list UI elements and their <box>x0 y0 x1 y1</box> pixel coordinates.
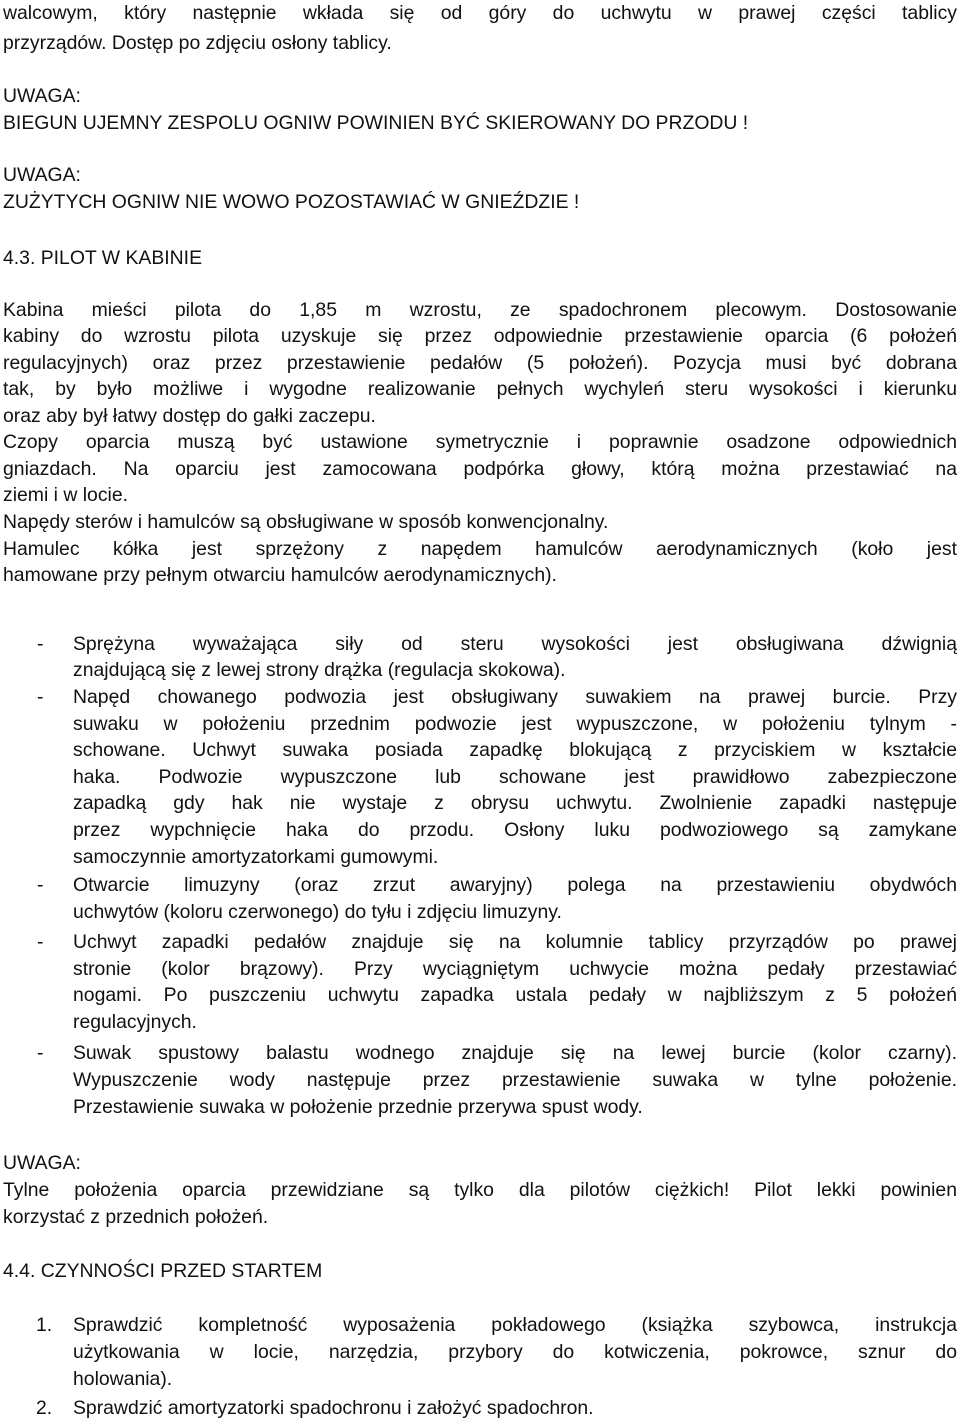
bullet-line: stronie (kolor brązowy). Przy wyciągniętym uchwycie można pedały przestawiać <box>73 958 957 980</box>
section-heading: 4.3. PILOT W KABINIE <box>3 247 203 269</box>
list-item-line: holowania). <box>73 1368 173 1390</box>
paragraph-line: regulacyjnych) oraz przez przestawienie pedałów (5 położeń). Pozycja musi być dobrana <box>3 352 957 374</box>
warning-text: ZUŻYTYCH OGNIW NIE WOWO POZOSTAWIAĆ W GNIEŹDZIE ! <box>3 191 580 213</box>
bullet-dash: - <box>37 1042 44 1064</box>
bullet-line: zapadką gdy hak nie wystaje z obrysu uchwytu. Zwolnienie zapadki następuje <box>73 792 957 814</box>
warning-label: UWAGA: <box>3 85 81 107</box>
bullet-line: Wypuszczenie wody następuje przez przestawienie suwaka w tylne położenie. <box>73 1069 957 1091</box>
bullet-dash: - <box>37 686 44 708</box>
paragraph-line: Napędy sterów i hamulców są obsługiwane w sposób konwencjonalny. <box>3 511 609 533</box>
warning-label: UWAGA: <box>3 1152 81 1174</box>
warning-text: BIEGUN UJEMNY ZESPOLU OGNIW POWINIEN BYĆ SKIEROWANY DO PRZODU ! <box>3 112 749 134</box>
bullet-line: regulacyjnych. <box>73 1011 197 1033</box>
bullet-line: schowane. Uchwyt suwaka posiada zapadkę blokującą z przyciskiem w kształcie <box>73 739 957 761</box>
intro-line: walcowym, który następnie wkłada się od góry do uchwytu w prawej części tablicy <box>3 2 957 24</box>
bullet-line: Uchwyt zapadki pedałów znajduje się na kolumnie tablicy przyrządów po prawej <box>73 931 957 953</box>
bullet-dash: - <box>37 931 44 953</box>
list-number: 2. <box>36 1397 53 1419</box>
bullet-line: Suwak spustowy balastu wodnego znajduje się na lewej burcie (kolor czarny). <box>73 1042 957 1064</box>
list-number: 1. <box>36 1314 53 1336</box>
paragraph-line: gniazdach. Na oparciu jest zamocowana podpórka głowy, którą można przestawiać na <box>3 458 957 480</box>
section-heading: 4.4. CZYNNOŚCI PRZED STARTEM <box>3 1260 323 1282</box>
list-item-line: użytkowania w locie, narzędzia, przybory do kotwiczenia, pokrowce, sznur do <box>73 1341 957 1363</box>
warning-label: UWAGA: <box>3 164 81 186</box>
paragraph-line: Czopy oparcia muszą być ustawione symetrycznie i poprawnie osadzone odpowiednich <box>3 431 957 453</box>
bullet-line: Sprężyna wyważająca siły od steru wysokości jest obsługiwana dźwignią <box>73 633 957 655</box>
paragraph-line: oraz aby był łatwy dostęp do gałki zaczepu. <box>3 405 376 427</box>
paragraph-line: tak, by było możliwe i wygodne realizowanie pełnych wychyleń steru wysokości i kierunku <box>3 378 957 400</box>
bullet-line: haka. Podwozie wypuszczone lub schowane jest prawidłowo zabezpieczone <box>73 766 957 788</box>
list-item-line: Sprawdzić kompletność wyposażenia pokładowego (książka szybowca, instrukcja <box>73 1314 957 1336</box>
paragraph-line: Kabina mieści pilota do 1,85 m wzrostu, ze spadochronem plecowym. Dostosowanie <box>3 299 957 321</box>
paragraph-line: ziemi i w locie. <box>3 484 128 506</box>
bullet-line: Otwarcie limuzyny (oraz zrzut awaryjny) polega na przestawieniu obydwóch <box>73 874 957 896</box>
warning-text: Tylne położenia oparcia przewidziane są tylko dla pilotów ciężkich! Pilot lekki powinien <box>3 1179 957 1201</box>
bullet-line: znajdującą się z lewej strony drążka (regulacja skokowa). <box>73 659 566 681</box>
bullet-line: samoczynnie amortyzatorkami gumowymi. <box>73 846 439 868</box>
bullet-line: suwaku w położeniu przednim podwozie jest wypuszczone, w położeniu tylnym - <box>73 713 957 735</box>
bullet-line: Przestawienie suwaka w położenie przednie przerywa spust wody. <box>73 1096 643 1118</box>
bullet-line: nogami. Po puszczeniu uchwytu zapadka ustala pedały w najbliższym z 5 położeń <box>73 984 957 1006</box>
bullet-dash: - <box>37 633 44 655</box>
bullet-line: Napęd chowanego podwozia jest obsługiwany suwakiem na prawej burcie. Przy <box>73 686 957 708</box>
list-item-line: Sprawdzić amortyzatorki spadochronu i założyć spadochron. <box>73 1397 594 1419</box>
warning-text: korzystać z przednich położeń. <box>3 1206 269 1228</box>
bullet-line: przez wypchnięcie haka do przodu. Osłony luku podwoziowego są zamykane <box>73 819 957 841</box>
paragraph-line: hamowane przy pełnym otwarciu hamulców aerodynamicznych). <box>3 564 557 586</box>
intro-line: przyrządów. Dostęp po zdjęciu osłony tablicy. <box>3 32 392 54</box>
bullet-line: uchwytów (koloru czerwonego) do tyłu i zdjęciu limuzyny. <box>73 901 562 923</box>
bullet-dash: - <box>37 874 44 896</box>
paragraph-line: Hamulec kółka jest sprzężony z napędem hamulców aerodynamicznych (koło jest <box>3 538 957 560</box>
paragraph-line: kabiny do wzrostu pilota uzyskuje się przez odpowiednie przestawienie oparcia (6 położeń <box>3 325 957 347</box>
